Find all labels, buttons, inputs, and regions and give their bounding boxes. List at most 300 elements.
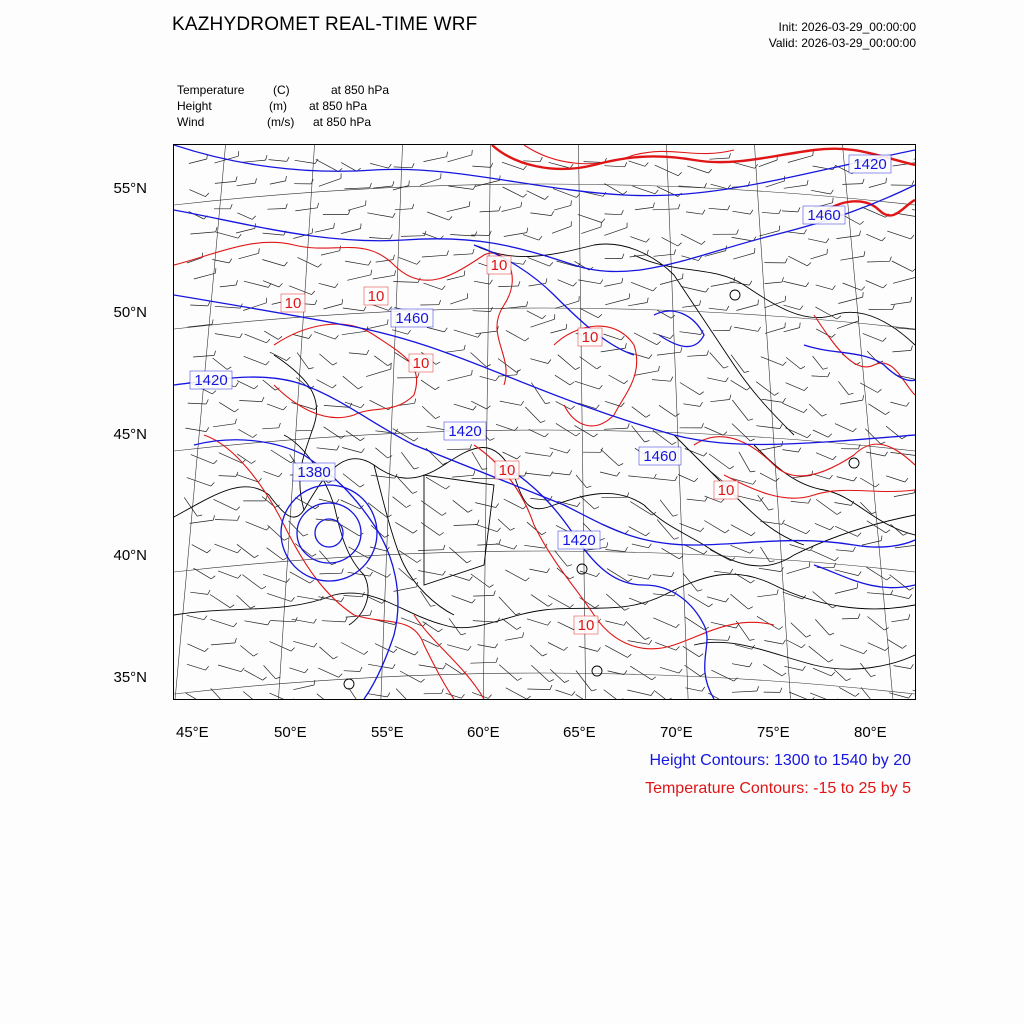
wind-barb-feather (750, 550, 754, 554)
wind-barb (633, 186, 656, 194)
wind-barb-feather (758, 327, 761, 331)
wind-barb-feather (472, 150, 473, 155)
wind-barb (578, 403, 596, 409)
temperature-contour-label (487, 256, 511, 274)
wind-barb (454, 254, 473, 255)
wind-barb-feather (486, 365, 490, 367)
wind-barb-feather (286, 204, 288, 209)
wind-barb-feather (236, 280, 237, 285)
wind-barb (836, 550, 853, 552)
wind-barb-feather (783, 398, 786, 402)
wind-barb-feather (496, 503, 499, 507)
wind-barb (262, 260, 284, 267)
wind-barb-feather (548, 621, 551, 625)
wind-barb-feather (871, 675, 876, 677)
wind-barb-feather (679, 669, 682, 673)
wind-barb-feather (753, 480, 756, 484)
wind-barb-feather (393, 181, 394, 186)
wind-barb (835, 526, 857, 536)
wind-barb-feather (567, 449, 570, 453)
wind-barb (894, 666, 911, 669)
wind-barb (657, 352, 681, 355)
wind-barb-feather (704, 453, 707, 457)
wind-barb (471, 574, 490, 588)
temperature-contour-label (578, 328, 602, 346)
wind-barb (343, 474, 360, 488)
wind-barb (193, 355, 214, 357)
wind-barb-feather (911, 346, 913, 351)
wind-barb-feather (667, 698, 671, 699)
wind-barb-feather (885, 452, 888, 456)
wind-barb-feather (236, 383, 239, 387)
wind-barb (600, 472, 617, 476)
wind-barb-feather (334, 223, 335, 228)
wind-barb (215, 181, 236, 183)
wind-barb-feather (524, 472, 526, 477)
wind-barb-feather (779, 226, 780, 231)
wind-barb (473, 311, 491, 312)
wind-barb (813, 592, 833, 608)
wind-barb-feather (598, 314, 602, 317)
wind-barb-feather (204, 616, 207, 620)
lat-label: 45°N (113, 426, 147, 443)
wind-barb (678, 475, 694, 482)
wind-barb-feather (909, 614, 910, 619)
wind-barb (289, 521, 304, 536)
wind-barb-feather (859, 231, 860, 236)
wind-barb-feather (835, 557, 839, 561)
wind-barb (635, 207, 653, 209)
wind-barb-feather (549, 680, 554, 682)
wind-barb (267, 548, 284, 560)
wind-barb (765, 282, 783, 284)
wind-barb (424, 283, 443, 290)
wind-barb (471, 401, 487, 409)
wind-barb (731, 380, 747, 390)
wind-barb (530, 213, 551, 216)
wind-barb (711, 670, 734, 681)
wind-barb (862, 541, 881, 546)
field-temperature: Temperature (C) at 850 hPa (177, 83, 390, 97)
wind-barb (318, 668, 339, 677)
wind-barb (732, 691, 757, 692)
wind-barb-feather (473, 406, 476, 410)
wind-barb-feather (539, 236, 542, 240)
wind-barb (502, 207, 521, 212)
wind-barb (496, 544, 514, 550)
wind-barb-feather (645, 638, 650, 640)
wind-barb (764, 641, 783, 645)
wind-barb (504, 499, 523, 509)
wind-barb-feather (837, 316, 841, 319)
wind-barb (660, 500, 673, 517)
run-times (769, 19, 916, 51)
wind-barb (709, 454, 730, 469)
wind-barb (813, 356, 823, 369)
wind-barb (445, 663, 462, 674)
wind-barb (811, 254, 828, 259)
wind-barb (709, 308, 727, 310)
wind-barb (242, 575, 261, 589)
wind-barb (218, 571, 238, 578)
temperature-contour-label (281, 294, 305, 312)
wind-barb (835, 424, 853, 432)
wind-barb (395, 646, 415, 655)
wind-barb-feather (262, 586, 266, 589)
wind-barb (739, 452, 750, 472)
wind-barb-feather (728, 205, 730, 210)
wind-barb (860, 663, 871, 677)
wind-barb (760, 547, 769, 562)
wind-barb (813, 668, 831, 676)
wind-barb-feather (703, 210, 705, 214)
wind-barb-feather (592, 690, 597, 691)
wind-barb-feather (523, 260, 526, 264)
wind-barb (447, 276, 464, 280)
wind-barb (341, 643, 364, 655)
wind-barb-feather (417, 560, 421, 563)
wind-barb (629, 527, 646, 536)
wind-barb (634, 371, 659, 376)
wind-barb-feather (235, 638, 236, 643)
wind-barb-feather (211, 576, 215, 579)
parallel-line (174, 673, 915, 694)
wind-barb (756, 382, 774, 396)
wind-barb (683, 646, 699, 656)
wind-barb-feather (447, 251, 449, 256)
wind-barb (687, 499, 705, 501)
wind-barb-feather (863, 395, 864, 400)
wind-barb (505, 637, 523, 640)
wind-barb (527, 619, 548, 625)
wind-barb-feather (646, 533, 650, 536)
wind-barb-feather (651, 691, 654, 695)
wind-barb-feather (527, 228, 528, 233)
wind-barb-feather (440, 533, 444, 536)
wind-barb (267, 404, 283, 410)
wind-barb (345, 261, 368, 265)
wind-barb-feather (700, 402, 703, 406)
lake-marker (344, 679, 354, 689)
wind-barb (447, 645, 468, 651)
wind-barb-feather (387, 574, 391, 577)
wind-barb (710, 400, 729, 402)
border-line (274, 355, 317, 510)
wind-barb-feather (197, 515, 202, 516)
wind-barb-feather (804, 230, 806, 234)
wind-barb-feather (268, 621, 271, 625)
wind-barb-feather (262, 397, 264, 402)
wind-barb (424, 157, 447, 162)
wind-barb-feather (748, 419, 753, 421)
wind-barb-feather (211, 482, 214, 486)
wind-barb (558, 280, 573, 286)
wind-barb-feather (909, 694, 912, 698)
wind-barb (422, 406, 435, 418)
wind-barb (292, 619, 314, 623)
wind-barb (732, 424, 750, 441)
wind-barb (529, 569, 547, 573)
wind-barb-feather (464, 271, 465, 276)
wind-barb-feather (442, 513, 446, 516)
wind-barb-feather (806, 283, 809, 287)
wind-barb (341, 229, 361, 234)
wind-barb-feather (370, 610, 371, 615)
wind-barb (782, 403, 803, 412)
wind-barb (731, 525, 752, 536)
wind-barb-feather (360, 667, 362, 672)
wind-barb-feather (287, 357, 291, 360)
wind-barb (840, 400, 863, 404)
wind-barb (193, 568, 211, 579)
wind-barb (341, 525, 359, 536)
wind-barb-feather (446, 486, 450, 489)
wind-barb-feather (726, 378, 729, 382)
wind-barb-feather (415, 651, 419, 655)
wind-barb (267, 209, 285, 210)
lon-label: 55°E (371, 724, 404, 741)
wind-barb-feather (864, 650, 867, 654)
wind-barb (834, 503, 851, 506)
wind-barb-feather (388, 164, 391, 168)
wind-barb-feather (911, 664, 914, 668)
wind-barb-feather (439, 300, 441, 305)
wind-barb (452, 475, 473, 477)
wind-barb-feather (572, 692, 575, 696)
wind-barb-feather (702, 687, 705, 691)
wind-barb (707, 597, 726, 602)
wind-barb (576, 475, 587, 488)
wind-barb-feather (387, 693, 390, 697)
wind-barb (263, 233, 284, 235)
wind-barb (528, 257, 550, 266)
wind-barb-feather (737, 230, 739, 235)
wind-barb-feather (678, 172, 682, 176)
wind-barb-feather (208, 590, 210, 594)
wind-barb-feather (645, 441, 650, 443)
wind-barb (605, 299, 629, 305)
wind-barb-feather (596, 573, 599, 577)
wind-barb (472, 166, 490, 167)
wind-barb-feather (443, 665, 446, 669)
wind-barb (812, 376, 828, 377)
wind-barb (655, 165, 678, 176)
wind-barb-feather (468, 510, 472, 513)
wind-barb (191, 455, 214, 464)
wind-barb-feather (674, 538, 679, 540)
wind-barb-feather (828, 434, 832, 438)
wind-barb-feather (342, 299, 343, 304)
wind-barb-feather (393, 213, 396, 217)
wind-barb-feather (911, 235, 914, 239)
wind-barb-feather (624, 621, 627, 625)
temperature-contour-label-text: 10 (498, 462, 516, 479)
wind-barb-feather (676, 624, 680, 628)
wind-barb (452, 596, 472, 603)
meridian-line (755, 145, 791, 699)
wind-barb-feather (367, 350, 369, 355)
wind-barb (422, 255, 447, 257)
wind-barb-feather (547, 568, 550, 572)
wind-barb (764, 301, 785, 308)
wind-barb (185, 428, 206, 432)
wind-barb-feather (628, 579, 632, 582)
wind-barbs (184, 150, 915, 699)
wind-barb-feather (893, 305, 895, 310)
wind-barb-feather (345, 617, 347, 622)
wind-barb (558, 355, 576, 370)
wind-barb (471, 235, 489, 236)
wind-barb-feather (647, 298, 648, 303)
wind-barb (628, 641, 649, 645)
wind-barb (604, 184, 623, 195)
wind-barb-feather (798, 448, 800, 452)
wind-barb-feather (491, 163, 493, 168)
temperature-contour (814, 315, 915, 395)
wind-barb (710, 353, 724, 369)
wind-barb-feather (906, 402, 909, 406)
wind-barb (270, 181, 286, 184)
wind-barb-feather (698, 590, 703, 592)
wind-barb (840, 256, 864, 260)
wind-barb (757, 594, 777, 597)
wind-barb-feather (672, 572, 674, 576)
temperature-contour-label-text: 10 (577, 617, 595, 634)
wind-barb-feather (527, 696, 531, 699)
wind-barb (549, 162, 571, 168)
wind-barb-feather (748, 607, 752, 609)
wind-barb-feather (802, 644, 806, 647)
temperature-contour (724, 475, 915, 498)
wind-barb-feather (216, 227, 217, 232)
wind-barb (628, 303, 647, 306)
wind-barb (762, 212, 779, 214)
wind-barb (891, 524, 904, 535)
temperature-contour (174, 242, 512, 385)
wind-barb (211, 643, 235, 645)
wind-barb (447, 449, 470, 450)
wind-barb-feather (807, 434, 811, 438)
wind-barb (400, 671, 421, 682)
wind-barb (349, 353, 367, 355)
wind-barb (604, 283, 622, 287)
wind-barb (652, 380, 671, 382)
wind-barb-feather (390, 234, 392, 239)
wind-barb (190, 305, 208, 306)
wind-barb-feather (905, 478, 908, 482)
wind-barb (811, 550, 835, 561)
wind-barb (237, 213, 252, 220)
wind-barb (866, 281, 883, 288)
wind-barb-feather (545, 403, 550, 404)
wind-barb (237, 381, 254, 389)
wind-barb (449, 547, 467, 562)
wind-barb (531, 319, 555, 327)
lat-label: 35°N (113, 669, 147, 686)
wind-barb-feather (886, 530, 890, 533)
wind-barb-feather (726, 598, 729, 602)
wind-barb-feather (607, 542, 608, 547)
wind-barb (579, 646, 598, 651)
wind-barb-feather (800, 306, 803, 310)
wind-barb-feather (431, 605, 436, 606)
wind-barb-feather (521, 202, 522, 207)
lake-marker (849, 458, 859, 468)
wind-barb (860, 383, 877, 393)
height-contour-label (293, 463, 335, 481)
wind-barb (246, 522, 267, 530)
wind-barb (531, 595, 548, 607)
wind-barb (866, 234, 882, 241)
wind-barb (366, 369, 391, 377)
wind-barb-feather (627, 493, 629, 498)
wind-barb (628, 476, 654, 479)
wind-barb (264, 471, 279, 477)
init-time: Init: 2026-03-29_00:00:00 (778, 20, 916, 34)
wind-barb-feather (858, 533, 862, 537)
field-height: Height (m) at 850 hPa (177, 99, 368, 113)
wind-barb (210, 595, 230, 608)
wind-barb (293, 641, 314, 647)
wind-barb-feather (489, 585, 493, 588)
wind-barb (687, 355, 707, 356)
wind-barb-feather (521, 401, 524, 405)
wind-barb (264, 665, 276, 678)
wind-barb-feather (238, 575, 241, 579)
wind-barb (188, 403, 207, 404)
wind-barb (219, 476, 236, 477)
wind-barb-feather (830, 526, 834, 530)
wind-barb-feather (595, 605, 599, 608)
wind-barb-feather (472, 370, 473, 375)
wind-barb (373, 275, 395, 279)
wind-barb (552, 226, 571, 233)
wind-barb (454, 525, 478, 526)
wind-barb (842, 184, 862, 185)
wind-barb (341, 163, 357, 172)
wind-barb-feather (527, 301, 528, 306)
wind-barb (292, 403, 315, 410)
map-panel (173, 144, 916, 700)
wind-barb-feather (473, 249, 475, 254)
wind-barb (270, 352, 287, 361)
wind-barb-feather (832, 286, 835, 290)
wind-barb (527, 191, 545, 200)
wind-barb (815, 619, 829, 635)
wind-barb (454, 330, 478, 337)
wind-barb-feather (542, 654, 547, 656)
wind-barb-feather (826, 239, 829, 243)
wind-barb-feather (236, 177, 237, 182)
wind-barb (447, 206, 469, 211)
height-contour (504, 465, 714, 699)
wind-barb-feather (570, 577, 574, 579)
wind-barb-feather (890, 257, 892, 262)
wind-barb-feather (700, 392, 704, 395)
wind-barb (498, 359, 517, 373)
wind-barb-feather (318, 264, 322, 268)
wind-barb (809, 404, 822, 416)
wind-barb (270, 693, 291, 699)
wind-barb-feather (681, 347, 682, 352)
wind-barb-feather (831, 190, 834, 194)
temperature-contour-label-text: 10 (581, 329, 599, 346)
wind-barb (420, 178, 441, 185)
wind-barb-feather (829, 633, 834, 635)
height-contour-label-text: 1460 (395, 310, 429, 327)
wind-barb-feather (361, 224, 362, 229)
wind-barb-feather (542, 315, 546, 318)
